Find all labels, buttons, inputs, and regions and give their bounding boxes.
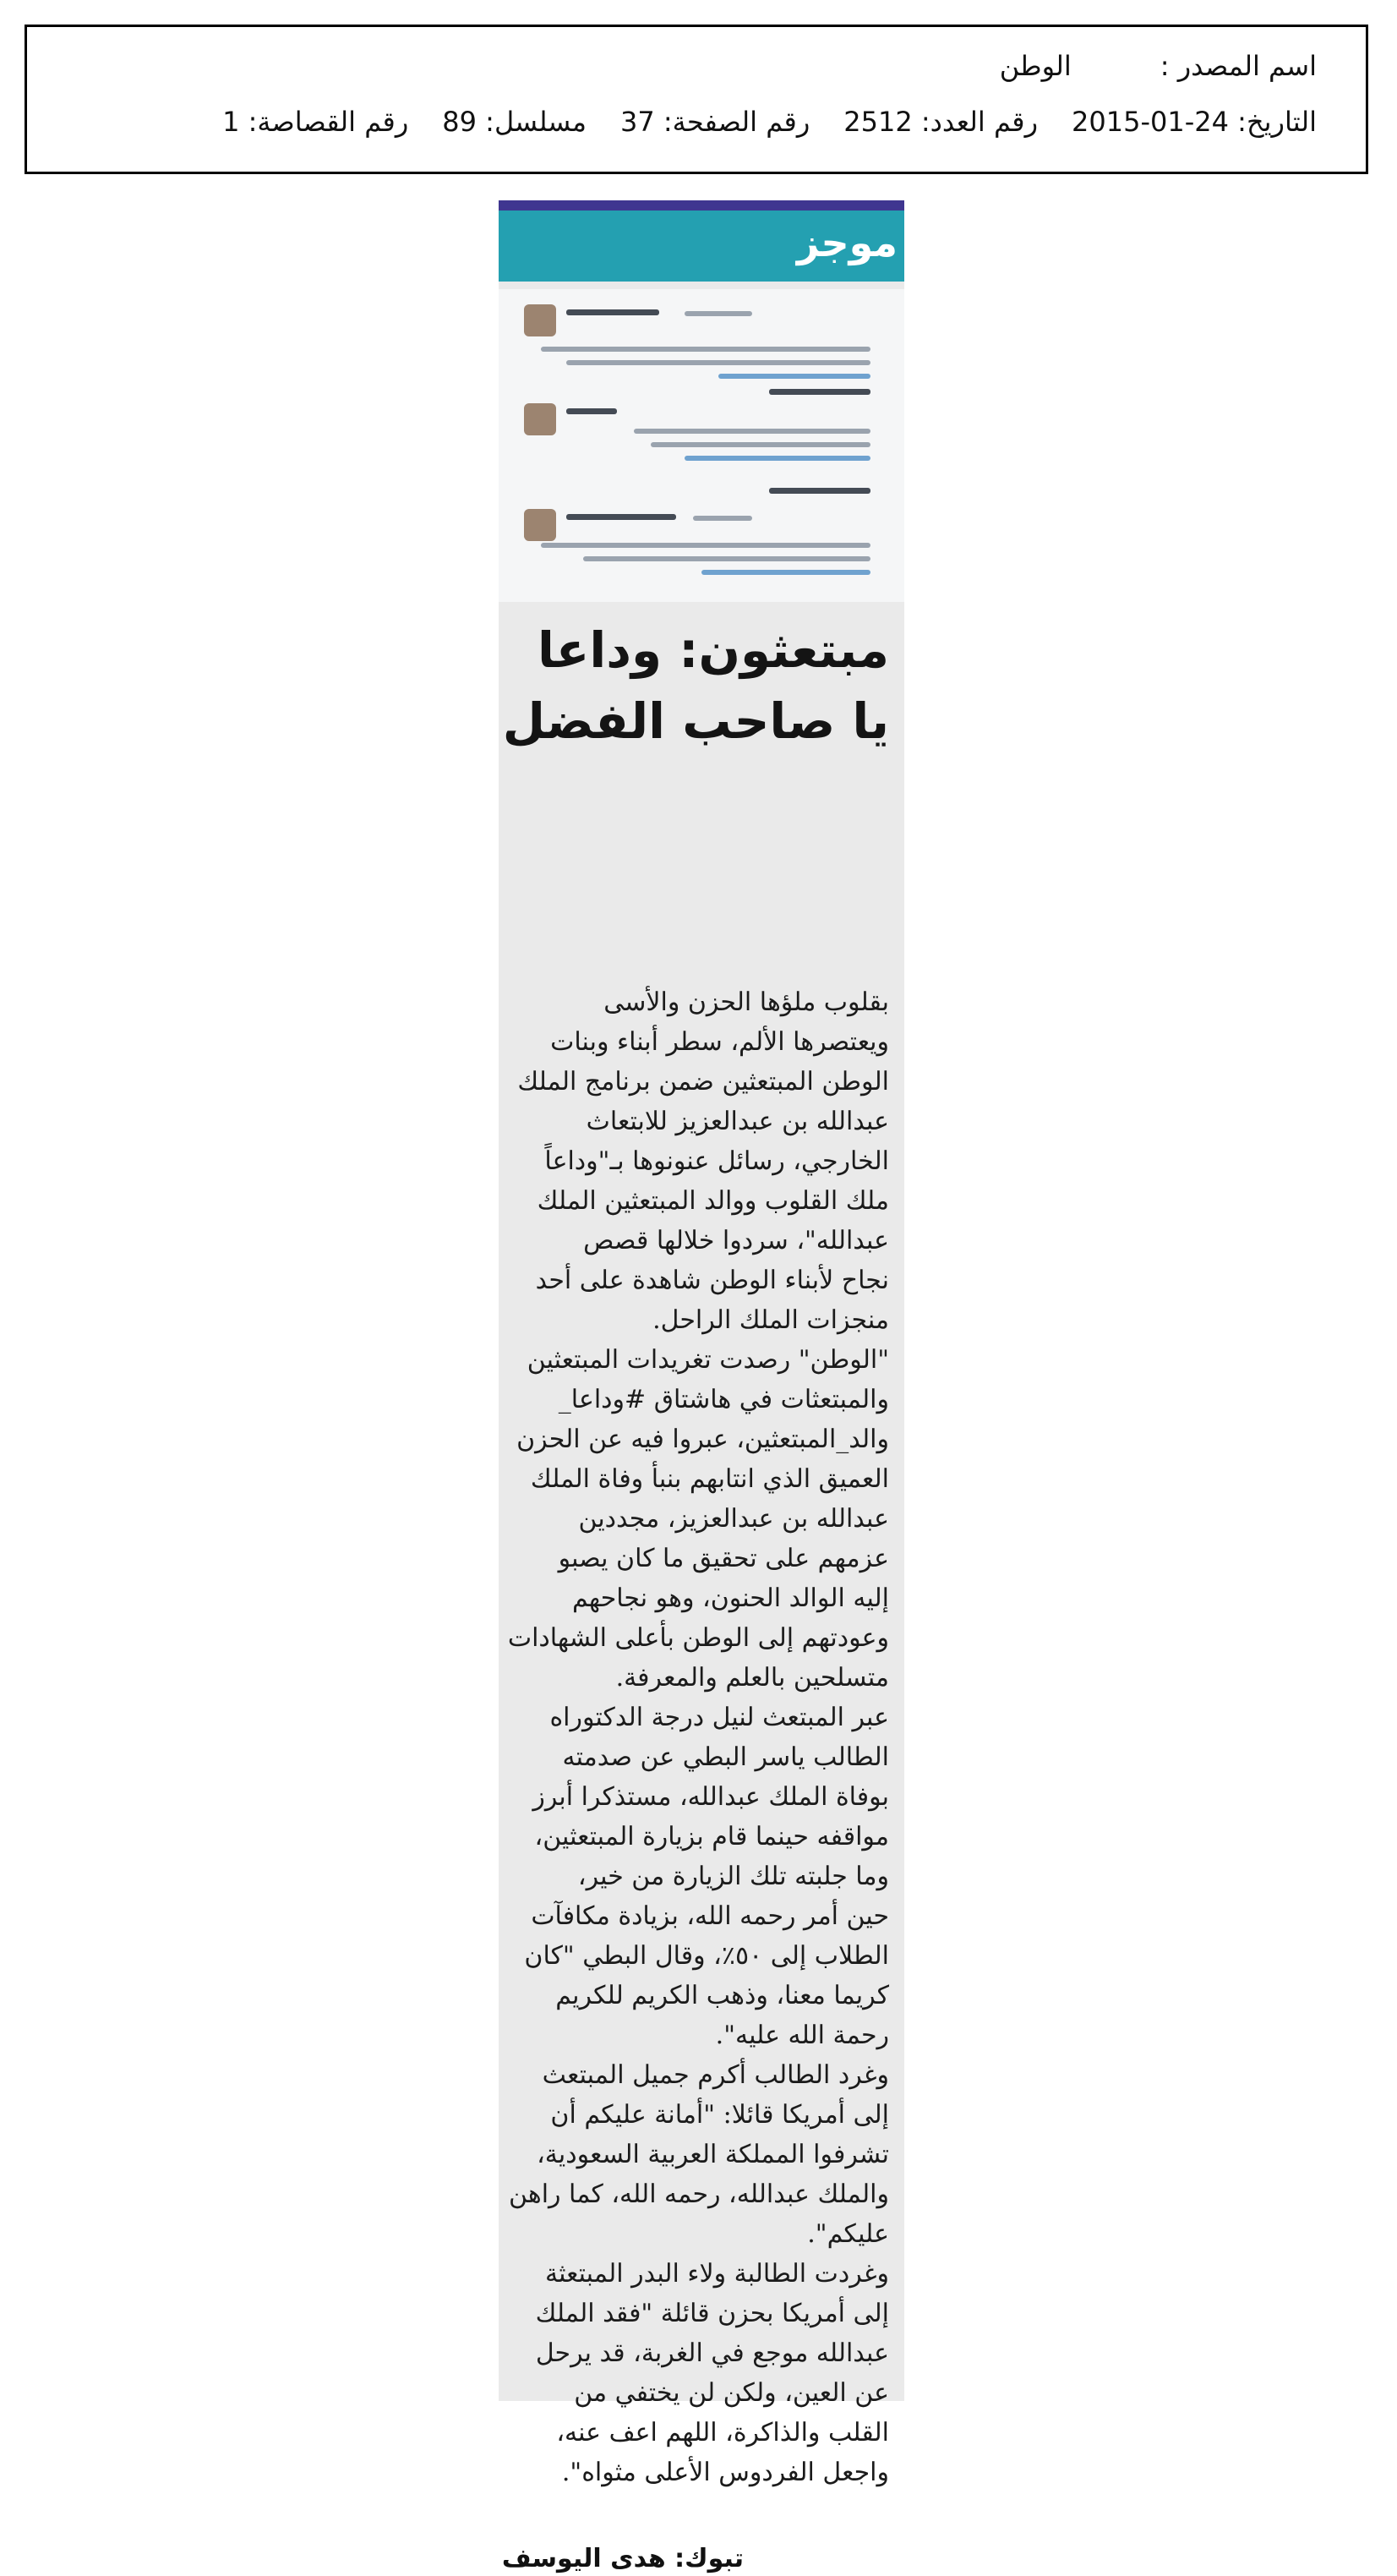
body-line: كريما معنا، وذهب الكريم للكريم xyxy=(555,1981,889,2010)
body-line: والملك عبدالله، رحمه الله، كما راهن xyxy=(509,2179,889,2209)
body-line: منجزات الملك الراحل. xyxy=(652,1305,889,1335)
body-line: عبر المبتعث لنيل درجة الدكتوراه xyxy=(549,1703,889,1732)
body-line: الطالب ياسر البطي عن صدمته xyxy=(562,1742,889,1772)
body-line: ملك القلوب ووالد المبتعثين الملك xyxy=(537,1186,889,1216)
body-line: وعودتهم إلى الوطن بأعلى الشهادات xyxy=(507,1623,889,1653)
source-info-box xyxy=(25,25,1368,174)
body-line: عن العين، ولكن لن يختفي من xyxy=(574,2378,889,2408)
body-line: عليكم". xyxy=(807,2219,889,2249)
body-line: والد_المبتعثين، عبروا فيه عن الحزن xyxy=(516,1425,889,1454)
tweets-screenshot-image xyxy=(499,289,904,602)
body-line: "الوطن" رصدت تغريدات المبتعثين xyxy=(527,1345,889,1375)
body-line: عبدالله بن عبدالعزيز، مجددين xyxy=(578,1504,889,1534)
serial-number-field: مسلسل: 89 xyxy=(442,106,587,138)
body-line: واجعل الفردوس الأعلى مثواه". xyxy=(561,2458,889,2487)
body-line: القلب والذاكرة، اللهم اعف عنه، xyxy=(556,2418,889,2447)
date-field: التاريخ: 24-01-2015 xyxy=(1072,106,1317,138)
body-line: حين أمر رحمه الله، بزيادة مكافآت xyxy=(531,1901,889,1931)
body-line: عبدالله موجع في الغربة، قد يرحل xyxy=(535,2338,889,2368)
article-clipping xyxy=(499,200,904,2573)
headline-line-1: مبتعثون: وداعا xyxy=(537,621,889,679)
source-label: اسم المصدر : xyxy=(1160,50,1317,82)
source-row xyxy=(1000,49,1317,83)
body-line: العميق الذي انتابهم بنبأ وفاة الملك xyxy=(530,1464,889,1494)
avatar xyxy=(524,509,556,541)
body-line: عزمهم على تحقيق ما كان يصبو xyxy=(558,1544,889,1573)
body-line: ويعتصرها الألم، سطر أبناء وبنات xyxy=(550,1027,889,1057)
avatar xyxy=(524,403,556,435)
section-tag-label: موجز xyxy=(796,220,898,265)
publication-details-row xyxy=(222,105,1317,139)
body-line: إلى أمريكا بحزن قائلة "فقد الملك xyxy=(535,2299,889,2328)
section-tag-bar xyxy=(499,200,904,282)
body-line: إلى أمريكا قائلا: "أمانة عليكم أن xyxy=(550,2100,889,2130)
article-byline: تبوك: هدى اليوسف xyxy=(501,2544,744,2573)
tweet-item xyxy=(516,509,887,593)
body-line: وغردت الطالبة ولاء البدر المبتعثة xyxy=(545,2259,889,2289)
article-headline xyxy=(502,615,889,757)
body-line: الطلاب إلى ٥٠٪، وقال البطي "كان xyxy=(524,1941,889,1971)
body-line: مواقفه حينما قام بزيارة المبتعثين، xyxy=(534,1822,889,1851)
body-line: نجاح لأبناء الوطن شاهدة على أحد xyxy=(535,1266,889,1295)
body-line: الوطن المبتعثين ضمن برنامج الملك xyxy=(517,1067,889,1097)
article-body xyxy=(509,982,889,2492)
avatar xyxy=(524,304,556,336)
tweet-item xyxy=(516,304,887,389)
body-line: بقلوب ملؤها الحزن والأسى xyxy=(603,987,889,1017)
clip-number-field: رقم القصاصة: 1 xyxy=(222,106,409,138)
body-line: عبدالله"، سردوا خلالها قصص xyxy=(583,1226,889,1255)
section-tag-accent xyxy=(499,200,904,211)
issue-number-field: رقم العدد: 2512 xyxy=(843,106,1039,138)
body-line: بوفاة الملك عبدالله، مستذكرا أبرز xyxy=(532,1782,889,1812)
body-line: عبدالله بن عبدالعزيز للابتعاث xyxy=(586,1107,889,1136)
body-line: وما جلبته تلك الزيارة من خير، xyxy=(577,1862,889,1891)
body-line: والمبتعثات في هاشتاق #وداعا_ xyxy=(558,1385,889,1414)
body-line: متسلحين بالعلم والمعرفة. xyxy=(615,1663,889,1693)
source-value: الوطن xyxy=(999,50,1072,82)
body-line: الخارجي، رسائل عنونوها بـ"وداعاً xyxy=(544,1146,889,1176)
headline-line-2: يا صاحب الفضل xyxy=(502,692,889,750)
tweet-item xyxy=(516,403,887,488)
page-number-field: رقم الصفحة: 37 xyxy=(620,106,810,138)
body-line: إليه الوالد الحنون، وهو نجاحهم xyxy=(571,1583,889,1613)
body-line: وغرد الطالب أكرم جميل المبتعث xyxy=(542,2060,889,2090)
body-line: رحمة الله عليه". xyxy=(715,2021,889,2050)
body-line: تشرفوا المملكة العربية السعودية، xyxy=(537,2140,889,2169)
